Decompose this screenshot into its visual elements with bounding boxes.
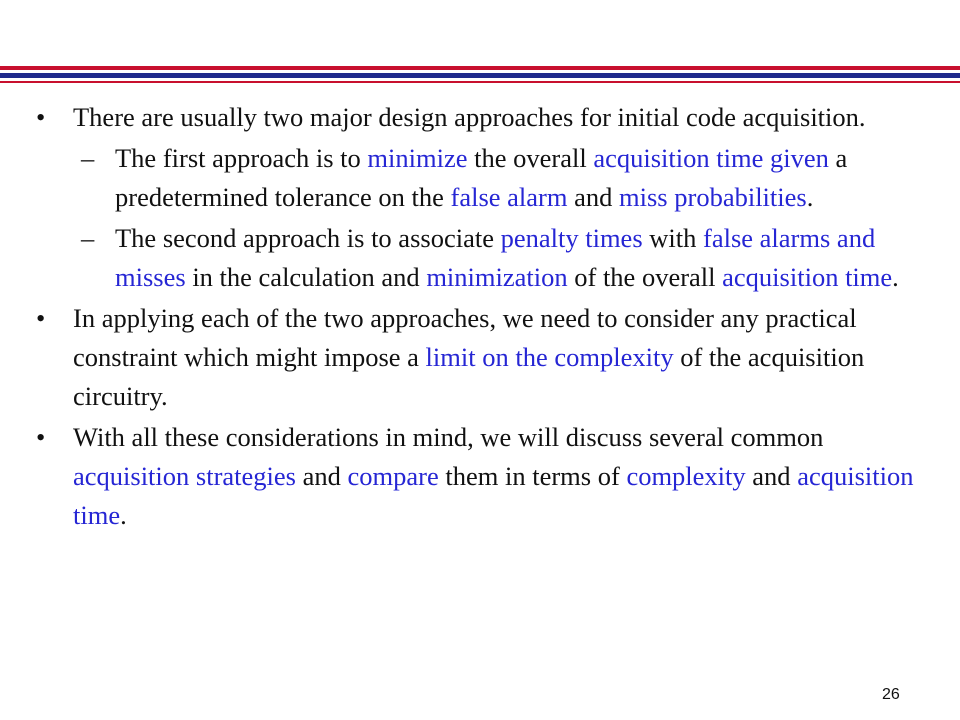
text-segment: and xyxy=(745,461,798,491)
bullet-marker: • xyxy=(36,102,46,132)
text-segment: . xyxy=(120,500,127,530)
bullet-item xyxy=(0,299,960,416)
sub-bullet-item xyxy=(0,219,960,297)
item-text xyxy=(73,303,864,411)
text-segment: In applying each of the two approaches, we need to consider any practical constraint which might impose a xyxy=(73,303,857,372)
highlighted-text: acquisition time xyxy=(73,461,914,530)
text-segment: with xyxy=(642,223,704,253)
highlighted-text: minimization xyxy=(426,262,568,292)
item-text xyxy=(73,102,866,132)
highlighted-text: false alarms and misses xyxy=(115,223,876,292)
item-text xyxy=(115,143,847,212)
highlighted-text: limit on the complexity xyxy=(425,342,674,372)
text-segment: . xyxy=(806,182,814,212)
highlighted-text: compare xyxy=(347,461,439,491)
highlighted-text: acquisition time given xyxy=(593,143,829,173)
text-segment: of the overall xyxy=(567,262,723,292)
text-segment: The second approach is to associate xyxy=(115,223,501,253)
text-segment: and xyxy=(567,182,620,212)
highlighted-text: false alarm xyxy=(450,182,568,212)
highlighted-text: complexity xyxy=(626,461,746,491)
highlighted-text: acquisition strategies xyxy=(73,461,296,491)
dash-marker: – xyxy=(81,223,95,253)
bullet-marker: • xyxy=(36,303,46,333)
header-rule-red-bottom xyxy=(0,81,960,83)
slide-body xyxy=(0,98,960,537)
text-segment: . xyxy=(892,262,899,292)
bullet-item xyxy=(0,98,960,137)
header-rule-blue xyxy=(0,73,960,78)
item-text xyxy=(115,223,899,292)
bullet-marker: • xyxy=(36,422,46,452)
text-segment: With all these considerations in mind, we will discuss several common xyxy=(73,422,824,452)
sub-bullet-item xyxy=(0,139,960,217)
item-text xyxy=(73,422,913,530)
header-rule-red-top xyxy=(0,66,960,70)
highlighted-text: penalty times xyxy=(500,223,643,253)
text-segment: of the acquisition circuitry. xyxy=(73,342,865,411)
dash-marker: – xyxy=(81,143,95,173)
text-segment: The first approach is to xyxy=(115,143,368,173)
text-segment: a predetermined tolerance on the xyxy=(115,143,848,212)
text-segment: and xyxy=(296,461,348,491)
highlighted-text: minimize xyxy=(367,143,468,173)
highlighted-text: miss probabilities xyxy=(619,182,807,212)
text-segment: There are usually two major design approaches for initial code acquisition. xyxy=(73,102,866,132)
text-segment: the overall xyxy=(467,143,594,173)
text-segment: in the calculation and xyxy=(185,262,427,292)
page-number: 26 xyxy=(882,686,900,703)
bullet-item xyxy=(0,418,960,535)
text-segment: them in terms of xyxy=(438,461,627,491)
highlighted-text: acquisition time xyxy=(722,262,893,292)
